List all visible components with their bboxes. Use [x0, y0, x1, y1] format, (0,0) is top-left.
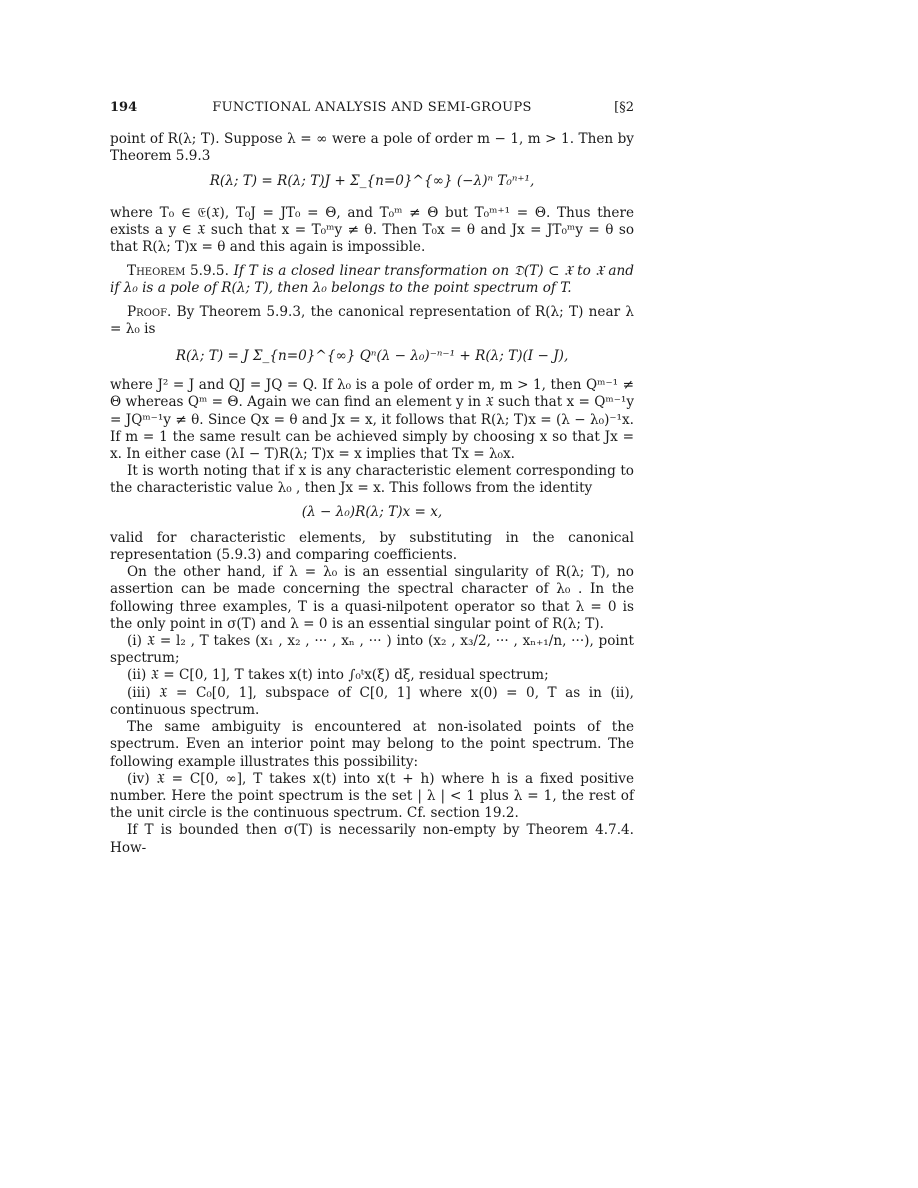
- paragraph: where J² = J and QJ = JQ = Q. If λ₀ is a pole of order m, m > 1, then Qᵐ⁻¹ ≠ Θ whereas Qᵐ = Θ. Again we can find an element y in 𝔛 such that x = Qᵐ⁻¹y = JQᵐ⁻¹y ≠ θ. Since Qx = θ and Jx = x, it follows that R(λ; T)x = (λ − λ₀)⁻¹x. If m = 1 the same result can be achieved simply by choosing x so that Jx = x. In either case (λI − T)R(λ; T)x = x implies that Tx = λ₀x.: [110, 377, 635, 463]
- example-iii: (iii) 𝔛 = C₀[0, 1], subspace of C[0, 1] where x(0) = 0, T as in (ii), continuous spectrum.: [110, 684, 634, 718]
- example-ii: (ii) 𝔛 = C[0, 1], T takes x(t) into ∫₀ᵗx(ξ) dξ, residual spectrum;: [127, 667, 549, 684]
- proof-label: Proof.: [127, 303, 172, 320]
- paragraph: valid for characteristic elements, by substituting in the canonical representation (5.9.3) and comparing coefficients.: [110, 529, 634, 564]
- section-marker: [§2: [614, 100, 634, 115]
- example-i: (i) 𝔛 = l₂ , T takes (x₁ , x₂ , ··· , xₙ , ··· ) into (x₂ , x₃/2, ··· , xₙ₊₁/n, ···), point spectrum;: [110, 633, 634, 667]
- proof: [110, 304, 634, 338]
- equation-canonical-representation: R(λ; T) = J Σ_{n=0}^{∞} Qⁿ(λ − λ₀)⁻ⁿ⁻¹ + R(λ; T)(I − J),: [175, 348, 569, 365]
- paragraph: The same ambiguity is encountered at non-isolated points of the spectrum. Even an interior point may belong to the point spectrum. The following example illustrates this possibility:: [110, 719, 634, 770]
- proof-text: By Theorem 5.9.3, the canonical representation of R(λ; T) near λ = λ₀ is: [110, 303, 634, 337]
- page-body: [110, 131, 634, 857]
- example-iv: (iv) 𝔛 = C[0, ∞], T takes x(t) into x(t + h) where h is a fixed positive number. Here the point spectrum is the set | λ | < 1 plus λ = 1, the rest of the unit circle is the continuous spectrum. Cf. section 19.2.: [110, 770, 634, 822]
- equation-identity: (λ − λ₀)R(λ; T)x = x,: [301, 503, 443, 520]
- theorem-statement: If T is a closed linear transformation on 𝔇(T) ⊂ 𝔛 to 𝔛 and if λ₀ is a pole of R(λ; T), then λ₀ belongs to the point spectrum of T.: [110, 263, 634, 297]
- paragraph: point of R(λ; T). Suppose λ = ∞ were a pole of order m − 1, m > 1. Then by Theorem 5.9.3: [110, 131, 634, 165]
- running-title: FUNCTIONAL ANALYSIS AND SEMI-GROUPS: [212, 100, 532, 115]
- page-number: 194: [110, 100, 138, 115]
- equation-resolvent-expansion: R(λ; T) = R(λ; T)J + Σ_{n=0}^{∞} (−λ)ⁿ T₀ⁿ⁺¹,: [209, 173, 535, 190]
- paragraph: It is worth noting that if x is any characteristic element corresponding to the characteristic value λ₀ , then Jx = x. This follows from the identity: [110, 463, 634, 497]
- paragraph: where T₀ ∈ 𝔈(𝔛), T₀J = JT₀ = Θ, and T₀ᵐ ≠ Θ but T₀ᵐ⁺¹ = Θ. Thus there exists a y ∈ 𝔛 such that x = T₀ᵐy ≠ θ. Then T₀x = θ and Jx = JT₀ᵐy = θ so that R(λ; T)x = θ and this again is impossible.: [110, 204, 634, 256]
- theorem-5-9-5: [110, 263, 634, 297]
- theorem-label: Theorem 5.9.5.: [127, 263, 229, 280]
- paragraph: On the other hand, if λ = λ₀ is an essential singularity of R(λ; T), no assertion can be made concerning the spectral character of λ₀ . In the following three examples, T is a quasi-nilpotent operator so that λ = 0 is the only point in σ(T) and λ = 0 is an essential singular point of R(λ; T).: [110, 564, 634, 632]
- paragraph: If T is bounded then σ(T) is necessarily non-empty by Theorem 4.7.4. How-: [110, 822, 634, 856]
- running-header: [110, 100, 634, 120]
